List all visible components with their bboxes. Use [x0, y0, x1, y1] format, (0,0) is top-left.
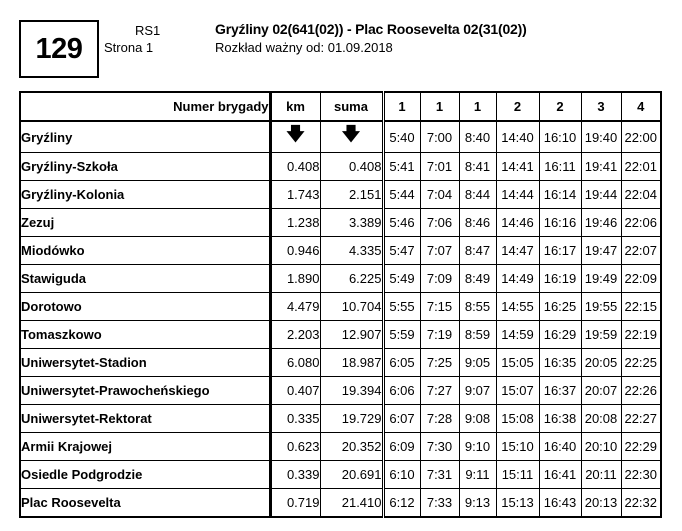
departure-time: 20:05: [581, 349, 621, 377]
table-row: [20, 433, 661, 461]
departure-time: 22:00: [621, 121, 661, 153]
departure-time: 15:05: [496, 349, 539, 377]
departure-time: 6:09: [383, 433, 420, 461]
stop-km: 6.080: [270, 349, 320, 377]
table-row: [20, 349, 661, 377]
departure-time: 15:07: [496, 377, 539, 405]
departure-time: 22:30: [621, 461, 661, 489]
departure-time: 5:55: [383, 293, 420, 321]
departure-time: 8:59: [459, 321, 496, 349]
departure-time: 6:07: [383, 405, 420, 433]
departure-time: 7:01: [420, 153, 459, 181]
departure-time: 20:08: [581, 405, 621, 433]
stop-sum: 20.352: [320, 433, 383, 461]
header-brigade: 1: [459, 92, 496, 121]
table-row: [20, 181, 661, 209]
departure-time: 19:41: [581, 153, 621, 181]
departure-time: 7:28: [420, 405, 459, 433]
stop-sum: 3.389: [320, 209, 383, 237]
departure-time: 16:38: [539, 405, 581, 433]
departure-time: 15:11: [496, 461, 539, 489]
departure-time: 8:41: [459, 153, 496, 181]
departure-time: 7:07: [420, 237, 459, 265]
departure-time: 7:31: [420, 461, 459, 489]
departure-time: 7:19: [420, 321, 459, 349]
departure-time: 19:47: [581, 237, 621, 265]
departure-time: 22:04: [621, 181, 661, 209]
stop-sum: 19.394: [320, 377, 383, 405]
route-title: Gryźliny 02(641(02)) - Plac Roosevelta 02(31(02)): [215, 21, 527, 37]
route-number: 129: [35, 32, 83, 65]
departure-time: 16:17: [539, 237, 581, 265]
departure-time: 15:08: [496, 405, 539, 433]
departure-time: 22:19: [621, 321, 661, 349]
departure-time: 15:10: [496, 433, 539, 461]
departure-time: 5:41: [383, 153, 420, 181]
stop-name: Gryźliny: [20, 121, 270, 153]
departure-time: 5:46: [383, 209, 420, 237]
table-row: [20, 121, 661, 153]
down-arrow-icon: 🡇: [270, 121, 320, 153]
departure-time: 14:55: [496, 293, 539, 321]
stop-sum: 4.335: [320, 237, 383, 265]
departure-time: 5:59: [383, 321, 420, 349]
table-row: [20, 265, 661, 293]
stop-name: Gryźliny-Szkoła: [20, 153, 270, 181]
stop-km: 0.946: [270, 237, 320, 265]
header-brigade: 4: [621, 92, 661, 121]
departure-time: 14:40: [496, 121, 539, 153]
table-row: [20, 405, 661, 433]
table-row: [20, 461, 661, 489]
departure-time: 8:47: [459, 237, 496, 265]
departure-time: 14:46: [496, 209, 539, 237]
table-row: [20, 209, 661, 237]
departure-time: 22:07: [621, 237, 661, 265]
departure-time: 16:37: [539, 377, 581, 405]
departure-time: 9:11: [459, 461, 496, 489]
stop-name: Armii Krajowej: [20, 433, 270, 461]
departure-time: 19:49: [581, 265, 621, 293]
departure-time: 7:15: [420, 293, 459, 321]
stop-km: 0.719: [270, 489, 320, 518]
departure-time: 9:05: [459, 349, 496, 377]
departure-time: 16:43: [539, 489, 581, 518]
departure-time: 14:44: [496, 181, 539, 209]
table-row: [20, 377, 661, 405]
header-brigade: 3: [581, 92, 621, 121]
stop-sum: 6.225: [320, 265, 383, 293]
header-row: [20, 92, 661, 121]
departure-time: 20:10: [581, 433, 621, 461]
departure-time: 7:06: [420, 209, 459, 237]
departure-time: 16:11: [539, 153, 581, 181]
stop-km: 0.339: [270, 461, 320, 489]
departure-time: 16:14: [539, 181, 581, 209]
departure-time: 22:01: [621, 153, 661, 181]
departure-time: 16:35: [539, 349, 581, 377]
departure-time: 8:49: [459, 265, 496, 293]
table-row: [20, 489, 661, 518]
departure-time: 19:55: [581, 293, 621, 321]
departure-time: 16:41: [539, 461, 581, 489]
departure-time: 8:40: [459, 121, 496, 153]
valid-from: Rozkład ważny od: 01.09.2018: [215, 40, 393, 55]
departure-time: 5:49: [383, 265, 420, 293]
header-brigade: 2: [539, 92, 581, 121]
departure-time: 5:40: [383, 121, 420, 153]
departure-time: 22:32: [621, 489, 661, 518]
departure-time: 7:25: [420, 349, 459, 377]
stop-name: Stawiguda: [20, 265, 270, 293]
stop-name: Gryźliny-Kolonia: [20, 181, 270, 209]
departure-time: 5:47: [383, 237, 420, 265]
departure-time: 16:16: [539, 209, 581, 237]
departure-time: 14:41: [496, 153, 539, 181]
stop-sum: 10.704: [320, 293, 383, 321]
departure-time: 8:55: [459, 293, 496, 321]
stop-km: 2.203: [270, 321, 320, 349]
departure-time: 19:59: [581, 321, 621, 349]
stop-km: 1.743: [270, 181, 320, 209]
route-code: RS1: [135, 23, 161, 38]
page-indicator: Strona 1: [104, 40, 154, 55]
header-km: km: [270, 92, 320, 121]
stop-km: 0.335: [270, 405, 320, 433]
stop-sum: 12.907: [320, 321, 383, 349]
departure-time: 22:15: [621, 293, 661, 321]
table-row: [20, 321, 661, 349]
departure-time: 8:46: [459, 209, 496, 237]
header-brigade-label: Numer brygady: [20, 92, 270, 121]
departure-time: 7:00: [420, 121, 459, 153]
down-arrow-icon: 🡇: [320, 121, 383, 153]
stop-sum: 21.410: [320, 489, 383, 518]
departure-time: 9:13: [459, 489, 496, 518]
departure-time: 16:19: [539, 265, 581, 293]
departure-time: 7:33: [420, 489, 459, 518]
stop-sum: 20.691: [320, 461, 383, 489]
stop-name: Miodówko: [20, 237, 270, 265]
header-brigade: 1: [383, 92, 420, 121]
route-number-box: [19, 20, 99, 78]
stop-km: 0.407: [270, 377, 320, 405]
departure-time: 22:25: [621, 349, 661, 377]
departure-time: 19:44: [581, 181, 621, 209]
stop-km: 1.238: [270, 209, 320, 237]
departure-time: 20:13: [581, 489, 621, 518]
departure-time: 7:27: [420, 377, 459, 405]
stop-name: Tomaszkowo: [20, 321, 270, 349]
departure-time: 8:44: [459, 181, 496, 209]
header-sum: suma: [320, 92, 383, 121]
departure-time: 15:13: [496, 489, 539, 518]
departure-time: 22:29: [621, 433, 661, 461]
departure-time: 7:09: [420, 265, 459, 293]
stop-km: 1.890: [270, 265, 320, 293]
departure-time: 22:06: [621, 209, 661, 237]
departure-time: 20:07: [581, 377, 621, 405]
departure-time: 6:05: [383, 349, 420, 377]
stop-sum: 0.408: [320, 153, 383, 181]
stop-sum: 2.151: [320, 181, 383, 209]
departure-time: 9:10: [459, 433, 496, 461]
stop-name: Osiedle Podgrodzie: [20, 461, 270, 489]
departure-time: 22:09: [621, 265, 661, 293]
stop-name: Zezuj: [20, 209, 270, 237]
stop-km: 0.623: [270, 433, 320, 461]
timetable: [19, 91, 662, 518]
stop-km: 4.479: [270, 293, 320, 321]
departure-time: 14:59: [496, 321, 539, 349]
stop-name: Dorotowo: [20, 293, 270, 321]
departure-time: 9:08: [459, 405, 496, 433]
stop-name: Plac Roosevelta: [20, 489, 270, 518]
table-row: [20, 153, 661, 181]
departure-time: 16:25: [539, 293, 581, 321]
stop-name: Uniwersytet-Stadion: [20, 349, 270, 377]
header-brigade: 2: [496, 92, 539, 121]
departure-time: 6:06: [383, 377, 420, 405]
header-brigade: 1: [420, 92, 459, 121]
departure-time: 19:46: [581, 209, 621, 237]
departure-time: 20:11: [581, 461, 621, 489]
departure-time: 22:26: [621, 377, 661, 405]
departure-time: 6:10: [383, 461, 420, 489]
departure-time: 6:12: [383, 489, 420, 518]
stop-name: Uniwersytet-Rektorat: [20, 405, 270, 433]
departure-time: 22:27: [621, 405, 661, 433]
departure-time: 9:07: [459, 377, 496, 405]
stop-sum: 19.729: [320, 405, 383, 433]
departure-time: 5:44: [383, 181, 420, 209]
stop-name: Uniwersytet-Prawocheńskiego: [20, 377, 270, 405]
departure-time: 14:49: [496, 265, 539, 293]
stop-km: 0.408: [270, 153, 320, 181]
departure-time: 16:10: [539, 121, 581, 153]
departure-time: 14:47: [496, 237, 539, 265]
departure-time: 7:30: [420, 433, 459, 461]
stop-sum: 18.987: [320, 349, 383, 377]
departure-time: 16:29: [539, 321, 581, 349]
departure-time: 16:40: [539, 433, 581, 461]
departure-time: 19:40: [581, 121, 621, 153]
table-row: [20, 237, 661, 265]
table-row: [20, 293, 661, 321]
departure-time: 7:04: [420, 181, 459, 209]
